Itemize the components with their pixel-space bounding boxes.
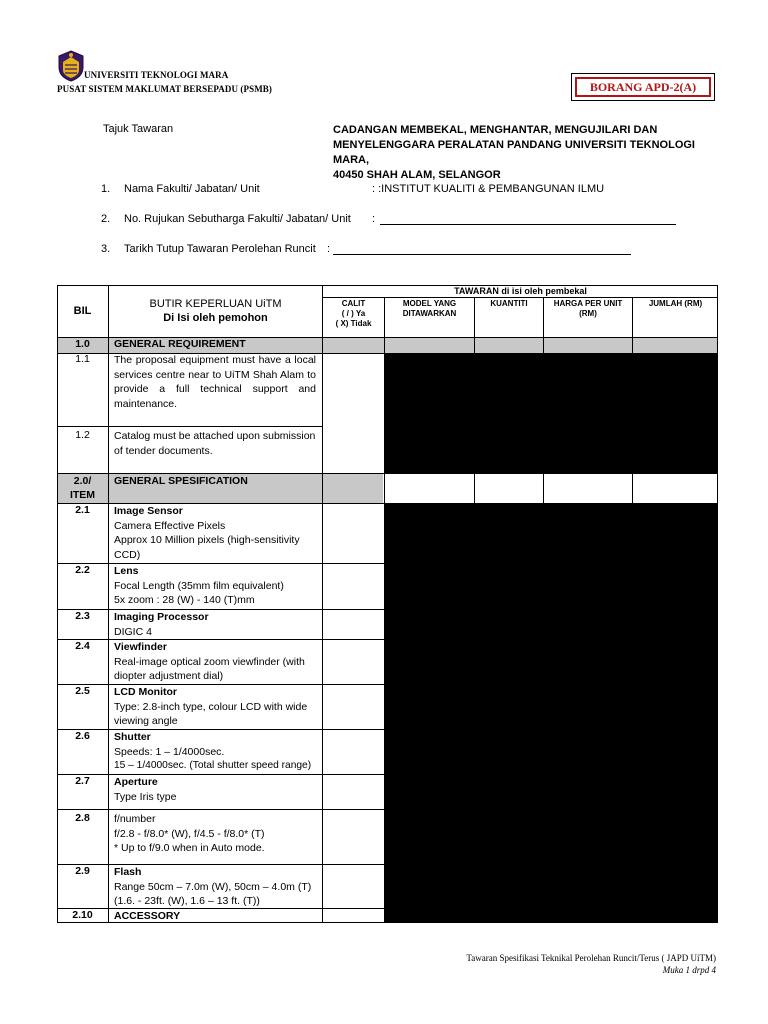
tajuk-line: CADANGAN MEMBEKAL, MENGHANTAR, MENGUJILARI DAN: [333, 124, 658, 136]
section-title: GENERAL REQUIREMENT: [114, 338, 246, 350]
row-title: Image Sensor: [114, 505, 183, 517]
row-description: [114, 865, 319, 909]
row-line: Camera Effective Pixels: [114, 519, 226, 532]
row-title: ACCESSORY: [114, 910, 181, 922]
row-number: 2.1: [75, 504, 90, 516]
footer-title: Tawaran Spesifikasi Teknikal Perolehan Runcit/Terus ( JAPD UiTM): [466, 953, 716, 963]
row-description: [114, 610, 319, 639]
row-number: 2.10: [72, 909, 93, 921]
row-description: [114, 429, 319, 458]
sub-model-header: [385, 299, 474, 319]
row-number: 2.9: [75, 865, 90, 877]
row-title: Aperture: [114, 776, 158, 788]
section-title: GENERAL SPESIFICATION: [114, 475, 248, 487]
row-line: Focal Length (35mm film equivalent): [114, 579, 284, 592]
field-input-line[interactable]: [380, 214, 676, 225]
row-description: [114, 353, 316, 411]
field-number: 3.: [101, 243, 111, 255]
row-line: Real-image optical zoom viewfinder (with: [114, 655, 305, 668]
sub-harga-header: [544, 299, 632, 319]
row-line: CCD): [114, 548, 141, 561]
sub-calit-line: ( X) Tidak: [335, 319, 372, 328]
row-number: 2.2: [75, 564, 90, 576]
row-number: 1.1: [75, 353, 90, 365]
row-line: 5x zoom : 28 (W) - 140 (T)mm: [114, 594, 255, 606]
spec-table: [57, 285, 718, 923]
field-colon: :: [327, 243, 331, 255]
row-line: 15 – 1/4000sec. (Total shutter speed range): [114, 760, 312, 771]
row-line: Catalog must be attached upon submission: [114, 430, 316, 442]
field-colon: :: [372, 213, 376, 225]
sub-calit-line: CALIT: [341, 299, 366, 308]
row-line: * Up to f/9.0 when in Auto mode.: [114, 842, 265, 854]
form-code: BORANG APD-2(A): [575, 77, 711, 97]
row-description: [114, 640, 319, 684]
tajuk-line: 40450 SHAH ALAM, SELANGOR: [333, 169, 501, 181]
row-description: [114, 564, 319, 608]
tajuk-line: MENYELENGGARA PERALATAN PANDANG UNIVERSITI TEKNOLOGI MARA,: [333, 139, 695, 166]
unit-name: PUSAT SISTEM MAKLUMAT BERSEPADU (PSMB): [57, 84, 272, 94]
section-number-line: 2.0/: [73, 475, 92, 487]
tajuk-text: [333, 123, 713, 183]
row-title: Lens: [114, 565, 139, 577]
row-line: Type Iris type: [114, 790, 177, 803]
sub-kuantiti-header: KUANTITI: [490, 299, 528, 308]
tajuk-label: Tajuk Tawaran: [103, 123, 174, 135]
row-description: [114, 812, 319, 856]
field-value: : :INSTITUT KUALITI & PEMBANGUNAN ILMU: [372, 183, 605, 195]
row-line: f/number: [114, 813, 156, 825]
sub-harga-line: HARGA PER UNIT: [553, 299, 623, 308]
footer-page: Muka 1 drpd 4: [662, 965, 716, 975]
row-line: The proposal equipment must have a local: [114, 354, 316, 366]
row-line: Speeds: 1 – 1/4000sec.: [114, 745, 225, 758]
field-number: 1.: [101, 183, 111, 195]
sub-model-line: MODEL YANG: [402, 299, 457, 308]
form-code-box: [571, 73, 715, 101]
row-title: Shutter: [114, 731, 151, 743]
field-label: Tarikh Tutup Tawaran Perolehan Runcit: [124, 243, 316, 255]
row-title: LCD Monitor: [114, 686, 177, 698]
field-input-line[interactable]: [333, 244, 631, 255]
row-line: of tender documents.: [114, 444, 213, 457]
sub-harga-line: (RM): [579, 309, 597, 318]
row-number: 2.7: [75, 775, 90, 787]
row-line: diopter adjustment dial): [114, 670, 224, 682]
row-description: [114, 775, 319, 804]
row-description: [114, 685, 319, 729]
row-number: 2.3: [75, 610, 90, 622]
col-bil-header: BIL: [73, 305, 92, 317]
row-line: services centre near to UiTM Shah Alam to: [114, 368, 316, 381]
sub-calit-header: [323, 299, 384, 329]
row-line: maintenance.: [114, 397, 178, 410]
university-name: UNIVERSITI TEKNOLOGI MARA: [84, 70, 229, 80]
field-label: Nama Fakulti/ Jabatan/ Unit: [124, 183, 260, 195]
row-line: Range 50cm – 7.0m (W), 50cm – 4.0m (T): [114, 880, 312, 893]
row-title: Viewfinder: [114, 641, 167, 653]
col-butir-subtitle: Di Isi oleh pemohon: [163, 312, 268, 324]
sub-calit-line: ( / ) Ya: [341, 309, 366, 318]
field-label: No. Rujukan Sebutharga Fakulti/ Jabatan/ Unit: [124, 213, 351, 225]
row-line: (1.6. - 23ft. (W), 1.6 – 13 ft. (T)): [114, 895, 260, 907]
row-number: 2.4: [75, 640, 90, 652]
sub-model-line: DITAWARKAN: [402, 309, 457, 318]
row-line: DIGIC 4: [114, 625, 152, 638]
row-line: provide a full technical support and: [114, 383, 316, 395]
sub-jumlah-header: JUMLAH (RM): [648, 299, 703, 308]
section-number: [57, 474, 108, 502]
field-number: 2.: [101, 213, 111, 225]
section-number: 1.0: [75, 338, 90, 350]
row-number: 1.2: [75, 429, 90, 441]
tawaran-header: TAWARAN di isi oleh pembekal: [454, 286, 587, 296]
row-number: 2.8: [75, 812, 90, 824]
col-butir-title: BUTIR KEPERLUAN UiTM: [149, 298, 282, 310]
row-line: f/2.8 - f/8.0* (W), f/4.5 - f/8.0* (T): [114, 827, 265, 840]
row-title: Imaging Processor: [114, 611, 209, 623]
section-number-line: ITEM: [69, 489, 96, 501]
row-description: [114, 730, 322, 774]
col-butir-header: [109, 297, 322, 325]
row-number: 2.6: [75, 730, 90, 742]
row-description: [114, 504, 319, 562]
uitm-crest-icon: [57, 50, 85, 82]
row-line: Approx 10 Million pixels (high-sensitivity: [114, 534, 300, 546]
row-line: viewing angle: [114, 715, 178, 727]
row-number: 2.5: [75, 685, 90, 697]
row-line: Type: 2.8-inch type, colour LCD with wide: [114, 700, 308, 713]
row-title: Flash: [114, 866, 142, 878]
